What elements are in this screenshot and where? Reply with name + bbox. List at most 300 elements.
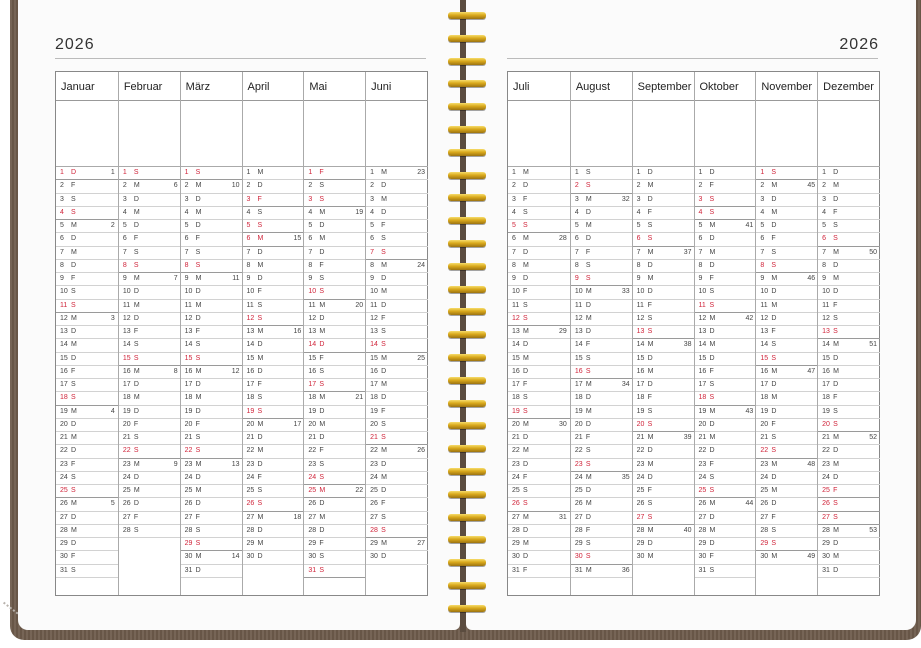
day-row[interactable] (304, 338, 366, 352)
day-row[interactable] (508, 431, 570, 445)
day-row[interactable] (119, 312, 181, 326)
day-row[interactable] (695, 524, 757, 538)
day-row[interactable] (695, 259, 757, 273)
day-row[interactable] (181, 497, 243, 511)
day-row[interactable] (633, 365, 695, 379)
day-row[interactable] (695, 179, 757, 193)
day-row[interactable] (571, 338, 633, 352)
day-row[interactable] (366, 338, 428, 352)
day-row[interactable] (756, 524, 818, 538)
day-row[interactable] (818, 458, 880, 472)
day-row[interactable] (56, 352, 118, 366)
day-row[interactable] (366, 444, 428, 458)
day-row[interactable] (366, 166, 428, 180)
month-notes-area[interactable] (571, 100, 633, 167)
day-row[interactable] (304, 511, 366, 525)
day-row[interactable] (695, 206, 757, 220)
day-row[interactable] (508, 511, 570, 525)
day-row[interactable] (56, 166, 118, 180)
day-row[interactable] (119, 524, 181, 538)
day-row[interactable] (818, 378, 880, 392)
day-row[interactable] (304, 285, 366, 299)
day-row[interactable] (571, 166, 633, 180)
day-row[interactable] (181, 458, 243, 472)
day-row[interactable] (695, 232, 757, 246)
day-row[interactable] (633, 325, 695, 339)
day-row[interactable] (508, 259, 570, 273)
day-row[interactable] (633, 431, 695, 445)
day-row[interactable] (56, 325, 118, 339)
day-row[interactable] (181, 391, 243, 405)
day-row[interactable] (119, 484, 181, 498)
day-row[interactable] (695, 378, 757, 392)
month-notes-area[interactable] (56, 100, 118, 167)
day-row[interactable] (119, 299, 181, 313)
day-row[interactable] (571, 179, 633, 193)
day-row[interactable] (695, 166, 757, 180)
day-row[interactable] (756, 325, 818, 339)
day-row[interactable] (56, 259, 118, 273)
day-row[interactable] (818, 299, 880, 313)
day-row[interactable] (818, 564, 880, 578)
day-row[interactable] (695, 285, 757, 299)
day-row[interactable] (181, 338, 243, 352)
month-notes-area[interactable] (695, 100, 757, 167)
day-row[interactable] (181, 179, 243, 193)
day-row[interactable] (756, 431, 818, 445)
day-row[interactable] (243, 484, 305, 498)
day-row[interactable] (695, 338, 757, 352)
day-row[interactable] (119, 179, 181, 193)
day-row[interactable] (56, 431, 118, 445)
day-row[interactable] (243, 285, 305, 299)
day-row[interactable] (56, 272, 118, 286)
day-row[interactable] (119, 285, 181, 299)
day-row[interactable] (633, 338, 695, 352)
day-row[interactable] (571, 272, 633, 286)
day-row[interactable] (571, 524, 633, 538)
day-row[interactable] (818, 285, 880, 299)
day-row[interactable] (633, 537, 695, 551)
day-row[interactable] (508, 285, 570, 299)
day-row[interactable] (119, 219, 181, 233)
day-row[interactable] (571, 458, 633, 472)
day-row[interactable] (366, 312, 428, 326)
day-row[interactable] (304, 299, 366, 313)
day-row[interactable] (56, 246, 118, 260)
day-row[interactable] (633, 259, 695, 273)
day-row[interactable] (818, 497, 880, 511)
day-row[interactable] (181, 444, 243, 458)
day-row[interactable] (366, 246, 428, 260)
day-row[interactable] (119, 365, 181, 379)
day-row[interactable] (56, 471, 118, 485)
day-row[interactable] (818, 365, 880, 379)
day-row[interactable] (56, 458, 118, 472)
day-row[interactable] (181, 352, 243, 366)
day-row[interactable] (818, 259, 880, 273)
day-row[interactable] (243, 179, 305, 193)
day-row[interactable] (304, 246, 366, 260)
day-row[interactable] (633, 405, 695, 419)
day-row[interactable] (243, 405, 305, 419)
day-row[interactable] (756, 365, 818, 379)
day-row[interactable] (243, 471, 305, 485)
day-row[interactable] (818, 166, 880, 180)
day-row[interactable] (508, 246, 570, 260)
day-row[interactable] (366, 405, 428, 419)
day-row[interactable] (756, 299, 818, 313)
day-row[interactable] (119, 193, 181, 207)
day-row[interactable] (571, 405, 633, 419)
day-row[interactable] (756, 418, 818, 432)
day-row[interactable] (366, 511, 428, 525)
day-row[interactable] (56, 511, 118, 525)
day-row[interactable] (508, 378, 570, 392)
day-row[interactable] (181, 299, 243, 313)
month-notes-area[interactable] (181, 100, 243, 167)
day-row[interactable] (756, 338, 818, 352)
day-row[interactable] (695, 193, 757, 207)
day-row[interactable] (508, 365, 570, 379)
day-row[interactable] (695, 299, 757, 313)
day-row[interactable] (633, 232, 695, 246)
day-row[interactable] (304, 431, 366, 445)
day-row[interactable] (119, 232, 181, 246)
day-row[interactable] (181, 285, 243, 299)
day-row[interactable] (571, 193, 633, 207)
day-row[interactable] (243, 193, 305, 207)
month-notes-area[interactable] (633, 100, 695, 167)
day-row[interactable] (304, 166, 366, 180)
day-row[interactable] (119, 418, 181, 432)
day-row[interactable] (571, 325, 633, 339)
day-row[interactable] (243, 338, 305, 352)
day-row[interactable] (508, 325, 570, 339)
day-row[interactable] (56, 484, 118, 498)
day-row[interactable] (571, 352, 633, 366)
day-row[interactable] (366, 219, 428, 233)
day-row[interactable] (366, 484, 428, 498)
day-row[interactable] (181, 259, 243, 273)
day-row[interactable] (366, 352, 428, 366)
day-row[interactable] (243, 325, 305, 339)
day-row[interactable] (304, 564, 366, 578)
month-notes-area[interactable] (119, 100, 181, 167)
day-row[interactable] (818, 444, 880, 458)
day-row[interactable] (243, 537, 305, 551)
day-row[interactable] (571, 219, 633, 233)
day-row[interactable] (366, 497, 428, 511)
day-row[interactable] (243, 206, 305, 220)
day-row[interactable] (508, 272, 570, 286)
day-row[interactable] (508, 550, 570, 564)
day-row[interactable] (508, 471, 570, 485)
day-row[interactable] (243, 378, 305, 392)
day-row[interactable] (181, 166, 243, 180)
day-row[interactable] (119, 352, 181, 366)
day-row[interactable] (633, 497, 695, 511)
day-row[interactable] (243, 219, 305, 233)
day-row[interactable] (366, 206, 428, 220)
day-row[interactable] (243, 524, 305, 538)
day-row[interactable] (571, 497, 633, 511)
day-row[interactable] (571, 299, 633, 313)
day-row[interactable] (695, 352, 757, 366)
day-row[interactable] (756, 471, 818, 485)
day-row[interactable] (243, 312, 305, 326)
day-row[interactable] (304, 458, 366, 472)
day-row[interactable] (508, 206, 570, 220)
day-row[interactable] (818, 312, 880, 326)
day-row[interactable] (571, 391, 633, 405)
day-row[interactable] (695, 365, 757, 379)
day-row[interactable] (181, 325, 243, 339)
day-row[interactable] (119, 378, 181, 392)
day-row[interactable] (304, 259, 366, 273)
day-row[interactable] (818, 246, 880, 260)
day-row[interactable] (756, 458, 818, 472)
day-row[interactable] (181, 405, 243, 419)
day-row[interactable] (304, 391, 366, 405)
day-row[interactable] (181, 524, 243, 538)
day-row[interactable] (56, 378, 118, 392)
day-row[interactable] (695, 444, 757, 458)
day-row[interactable] (243, 550, 305, 564)
day-row[interactable] (508, 299, 570, 313)
day-row[interactable] (633, 246, 695, 260)
day-row[interactable] (243, 352, 305, 366)
day-row[interactable] (243, 166, 305, 180)
day-row[interactable] (119, 338, 181, 352)
day-row[interactable] (756, 272, 818, 286)
day-row[interactable] (181, 206, 243, 220)
day-row[interactable] (181, 471, 243, 485)
day-row[interactable] (818, 484, 880, 498)
day-row[interactable] (508, 219, 570, 233)
day-row[interactable] (756, 511, 818, 525)
month-notes-area[interactable] (818, 100, 880, 167)
day-row[interactable] (756, 537, 818, 551)
day-row[interactable] (119, 166, 181, 180)
day-row[interactable] (756, 285, 818, 299)
day-row[interactable] (243, 391, 305, 405)
day-row[interactable] (633, 299, 695, 313)
day-row[interactable] (633, 484, 695, 498)
day-row[interactable] (304, 550, 366, 564)
day-row[interactable] (756, 484, 818, 498)
day-row[interactable] (756, 312, 818, 326)
day-row[interactable] (56, 365, 118, 379)
month-notes-area[interactable] (304, 100, 366, 167)
day-row[interactable] (181, 272, 243, 286)
day-row[interactable] (119, 511, 181, 525)
day-row[interactable] (243, 272, 305, 286)
day-row[interactable] (571, 564, 633, 578)
day-row[interactable] (304, 405, 366, 419)
day-row[interactable] (695, 272, 757, 286)
day-row[interactable] (818, 471, 880, 485)
day-row[interactable] (695, 246, 757, 260)
day-row[interactable] (508, 537, 570, 551)
day-row[interactable] (818, 179, 880, 193)
day-row[interactable] (366, 193, 428, 207)
day-row[interactable] (56, 524, 118, 538)
day-row[interactable] (756, 259, 818, 273)
day-row[interactable] (181, 193, 243, 207)
day-row[interactable] (508, 497, 570, 511)
day-row[interactable] (756, 179, 818, 193)
day-row[interactable] (56, 391, 118, 405)
day-row[interactable] (119, 259, 181, 273)
day-row[interactable] (818, 232, 880, 246)
day-row[interactable] (243, 511, 305, 525)
day-row[interactable] (695, 471, 757, 485)
day-row[interactable] (304, 497, 366, 511)
day-row[interactable] (304, 232, 366, 246)
day-row[interactable] (633, 444, 695, 458)
day-row[interactable] (818, 219, 880, 233)
day-row[interactable] (366, 537, 428, 551)
day-row[interactable] (119, 206, 181, 220)
month-notes-area[interactable] (756, 100, 818, 167)
day-row[interactable] (304, 325, 366, 339)
month-notes-area[interactable] (366, 100, 428, 167)
month-notes-area[interactable] (508, 100, 570, 167)
day-row[interactable] (571, 246, 633, 260)
day-row[interactable] (56, 206, 118, 220)
day-row[interactable] (243, 232, 305, 246)
day-row[interactable] (56, 179, 118, 193)
day-row[interactable] (304, 444, 366, 458)
day-row[interactable] (571, 550, 633, 564)
day-row[interactable] (633, 352, 695, 366)
day-row[interactable] (508, 179, 570, 193)
day-row[interactable] (756, 444, 818, 458)
day-row[interactable] (366, 232, 428, 246)
day-row[interactable] (571, 431, 633, 445)
day-row[interactable] (571, 537, 633, 551)
day-row[interactable] (181, 511, 243, 525)
day-row[interactable] (56, 232, 118, 246)
day-row[interactable] (571, 365, 633, 379)
day-row[interactable] (756, 378, 818, 392)
day-row[interactable] (571, 511, 633, 525)
day-row[interactable] (695, 511, 757, 525)
day-row[interactable] (56, 497, 118, 511)
day-row[interactable] (508, 352, 570, 366)
day-row[interactable] (818, 338, 880, 352)
day-row[interactable] (571, 206, 633, 220)
day-row[interactable] (56, 299, 118, 313)
day-row[interactable] (633, 193, 695, 207)
day-row[interactable] (756, 232, 818, 246)
day-row[interactable] (818, 511, 880, 525)
day-row[interactable] (695, 405, 757, 419)
day-row[interactable] (633, 471, 695, 485)
day-row[interactable] (508, 444, 570, 458)
day-row[interactable] (181, 246, 243, 260)
day-row[interactable] (366, 391, 428, 405)
day-row[interactable] (304, 312, 366, 326)
day-row[interactable] (633, 524, 695, 538)
day-row[interactable] (181, 219, 243, 233)
day-row[interactable] (695, 418, 757, 432)
day-row[interactable] (181, 564, 243, 578)
day-row[interactable] (119, 471, 181, 485)
day-row[interactable] (695, 312, 757, 326)
day-row[interactable] (243, 458, 305, 472)
day-row[interactable] (695, 537, 757, 551)
day-row[interactable] (304, 206, 366, 220)
day-row[interactable] (56, 312, 118, 326)
day-row[interactable] (633, 378, 695, 392)
day-row[interactable] (818, 391, 880, 405)
day-row[interactable] (695, 219, 757, 233)
day-row[interactable] (508, 524, 570, 538)
day-row[interactable] (756, 193, 818, 207)
day-row[interactable] (818, 431, 880, 445)
month-notes-area[interactable] (243, 100, 305, 167)
day-row[interactable] (508, 312, 570, 326)
day-row[interactable] (181, 365, 243, 379)
day-row[interactable] (181, 312, 243, 326)
day-row[interactable] (304, 537, 366, 551)
day-row[interactable] (243, 299, 305, 313)
day-row[interactable] (56, 285, 118, 299)
day-row[interactable] (56, 219, 118, 233)
day-row[interactable] (366, 179, 428, 193)
day-row[interactable] (366, 365, 428, 379)
day-row[interactable] (304, 365, 366, 379)
day-row[interactable] (756, 405, 818, 419)
day-row[interactable] (304, 219, 366, 233)
day-row[interactable] (756, 206, 818, 220)
day-row[interactable] (366, 431, 428, 445)
day-row[interactable] (181, 232, 243, 246)
day-row[interactable] (818, 537, 880, 551)
day-row[interactable] (181, 378, 243, 392)
day-row[interactable] (633, 179, 695, 193)
day-row[interactable] (366, 378, 428, 392)
day-row[interactable] (119, 431, 181, 445)
day-row[interactable] (508, 564, 570, 578)
day-row[interactable] (633, 418, 695, 432)
day-row[interactable] (756, 497, 818, 511)
day-row[interactable] (366, 550, 428, 564)
day-row[interactable] (119, 325, 181, 339)
day-row[interactable] (56, 444, 118, 458)
day-row[interactable] (366, 458, 428, 472)
day-row[interactable] (56, 418, 118, 432)
day-row[interactable] (243, 444, 305, 458)
day-row[interactable] (633, 272, 695, 286)
day-row[interactable] (119, 444, 181, 458)
day-row[interactable] (181, 484, 243, 498)
day-row[interactable] (695, 497, 757, 511)
day-row[interactable] (304, 484, 366, 498)
day-row[interactable] (243, 259, 305, 273)
day-row[interactable] (695, 325, 757, 339)
day-row[interactable] (571, 378, 633, 392)
day-row[interactable] (508, 458, 570, 472)
day-row[interactable] (756, 352, 818, 366)
day-row[interactable] (571, 484, 633, 498)
day-row[interactable] (756, 166, 818, 180)
day-row[interactable] (366, 418, 428, 432)
day-row[interactable] (756, 219, 818, 233)
day-row[interactable] (695, 431, 757, 445)
